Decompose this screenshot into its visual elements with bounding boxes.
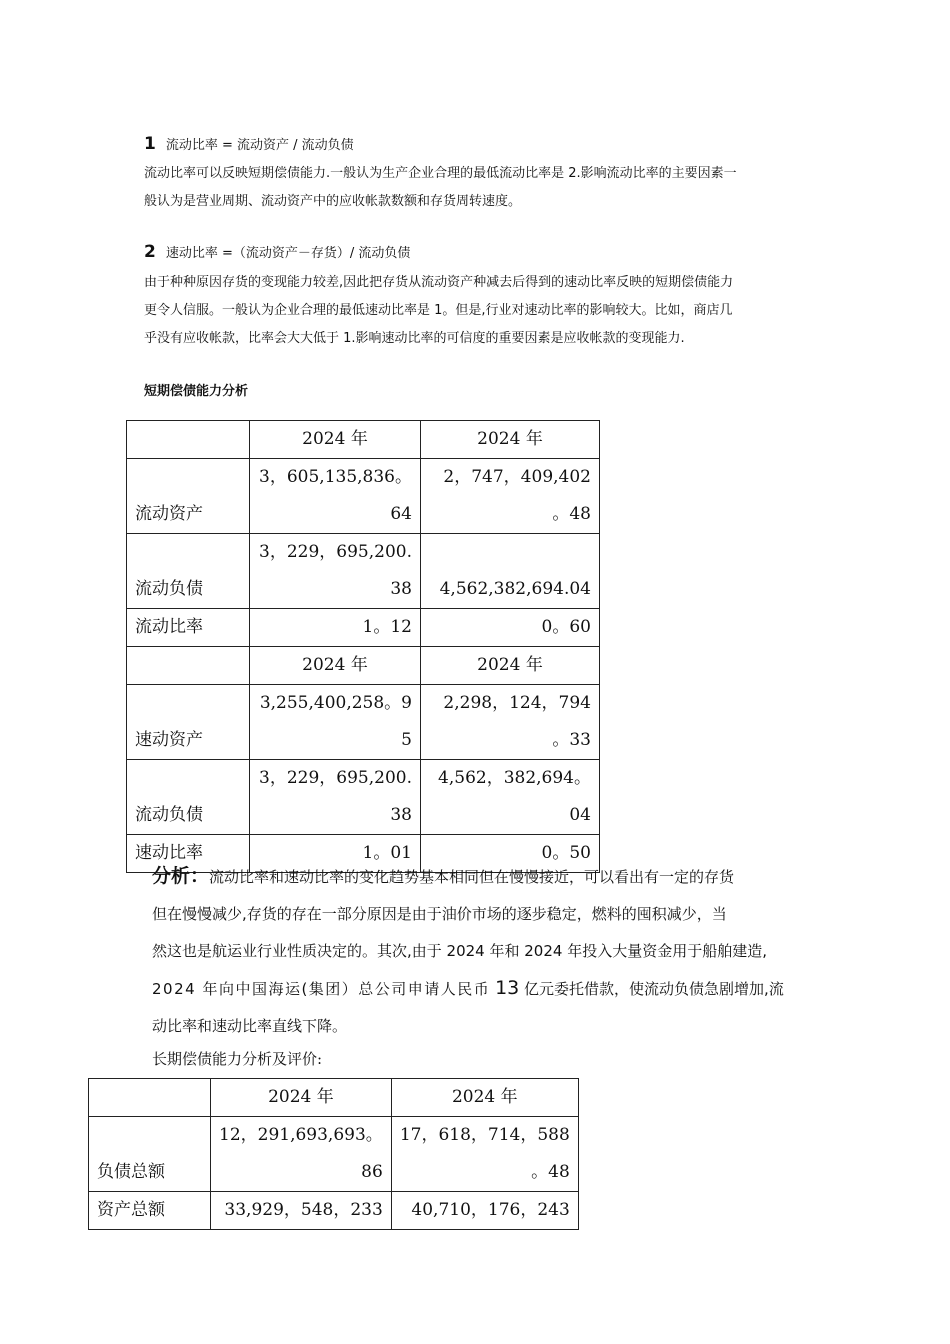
cell-line: 3，229，695,200. <box>259 768 412 788</box>
table-cell <box>127 421 250 459</box>
table-cell <box>250 685 421 760</box>
year-header: 2024 年 <box>250 647 421 685</box>
table-cell <box>421 685 600 760</box>
cell-line: 3，229，695,200. <box>259 542 412 562</box>
loan-amount: 13 <box>495 977 520 999</box>
analysis-line: 然这也是航运业行业性质决定的。其次,由于 2024 年和 2024 年投入大量资金用于船舶建造, <box>152 942 767 960</box>
table-cell: 33,929，548，233 <box>211 1192 392 1230</box>
analysis-line: 亿元委托借款，使流动负债急剧增加,流 <box>524 980 784 998</box>
analysis-label: 分析： <box>152 865 210 887</box>
long-term-table <box>88 1078 579 1230</box>
section-2-heading <box>144 242 410 264</box>
table-cell <box>421 534 600 609</box>
table-row <box>127 685 600 760</box>
row-label: 负债总额 <box>89 1117 211 1192</box>
cell-line: 。48 <box>552 504 591 524</box>
section-2-text <box>144 269 814 353</box>
cell-line: 4,562,382,694.04 <box>439 579 591 599</box>
cell-line: 2，747，409,402 <box>443 467 591 487</box>
table-cell <box>421 760 600 835</box>
cell-line: 17，618，714，588 <box>399 1125 570 1145</box>
cell-line: 。33 <box>552 730 591 750</box>
table-header-row <box>127 421 600 459</box>
table-cell <box>89 1079 211 1117</box>
cell-line: 38 <box>390 805 412 825</box>
row-label: 速动资产 <box>127 685 250 760</box>
short-term-title: 短期偿债能力分析 <box>144 384 249 399</box>
table-row <box>127 609 600 647</box>
table-row <box>89 1117 579 1192</box>
long-term-title: 长期偿债能力分析及评价: <box>152 1050 323 1068</box>
analysis-line: 2024 年向中国海运(集团）总公司申请人民币 <box>152 980 491 998</box>
cell-line: 12，291,693,693。 <box>219 1125 383 1145</box>
section-number: 1 <box>144 134 156 154</box>
table-row <box>127 534 600 609</box>
table-header-row <box>89 1079 579 1117</box>
row-label: 速动比率 <box>127 835 250 873</box>
year-header: 2024 年 <box>250 421 421 459</box>
paragraph-line: 由于种种原因存货的变现能力较差,因此把存货从流动资产种减去后得到的速动比率反映的短期偿债能力 <box>144 275 734 290</box>
table-row <box>89 1192 579 1230</box>
section-number: 2 <box>144 242 156 262</box>
table-cell <box>421 459 600 534</box>
table-cell <box>250 534 421 609</box>
cell-line: 64 <box>390 504 412 524</box>
paragraph-line: 更令人信服。一般认为企业合理的最低速动比率是 1。但是,行业对速动比率的影响较大。比如，商店几 <box>144 303 733 318</box>
table-cell: 1。01 <box>250 835 421 873</box>
year-header: 2024 年 <box>421 421 600 459</box>
row-label: 流动负债 <box>127 534 250 609</box>
formula-current-ratio: 流动比率 = 流动资产 / 流动负债 <box>165 138 354 153</box>
analysis-line: 流动比率和速动比率的变化趋势基本相同但在慢慢接近，可以看出有一定的存货 <box>209 868 735 886</box>
table-cell <box>250 459 421 534</box>
analysis-paragraph <box>152 858 842 1045</box>
short-term-table <box>126 420 600 873</box>
year-header: 2024 年 <box>421 647 600 685</box>
table-cell: 0。50 <box>421 835 600 873</box>
cell-line: 。48 <box>531 1162 570 1182</box>
table-row <box>127 459 600 534</box>
table-cell <box>211 1117 392 1192</box>
year-header: 2024 年 <box>391 1079 578 1117</box>
row-label: 流动比率 <box>127 609 250 647</box>
table-header-row <box>127 647 600 685</box>
cell-line: 4,562，382,694。 <box>438 768 591 788</box>
cell-line: 04 <box>569 805 591 825</box>
analysis-line: 但在慢慢减少,存货的存在一部分原因是由于油价市场的逐步稳定，燃料的囤积减少，当 <box>152 905 727 923</box>
paragraph-line: 流动比率可以反映短期偿债能力.一般认为生产企业合理的最低流动比率是 2.影响流动比率的主要因素一 <box>144 166 737 181</box>
paragraph-line: 般认为是营业周期、流动资产中的应收帐款数额和存货周转速度。 <box>144 194 522 209</box>
paragraph-line: 乎没有应收帐款，比率会大大低于 1.影响速动比率的可信度的重要因素是应收帐款的变现能力. <box>144 331 685 346</box>
row-label: 流动负债 <box>127 760 250 835</box>
cell-line: 2,298，124，794 <box>443 693 591 713</box>
cell-line: 5 <box>401 730 412 750</box>
table-cell <box>250 760 421 835</box>
row-label: 资产总额 <box>89 1192 211 1230</box>
formula-quick-ratio: 速动比率 =（流动资产－存货）/ 流动负债 <box>165 246 411 261</box>
table-cell: 0。60 <box>421 609 600 647</box>
cell-line: 38 <box>390 579 412 599</box>
cell-line: 3，605,135,836。 <box>259 467 412 487</box>
table-cell <box>127 647 250 685</box>
row-label: 流动资产 <box>127 459 250 534</box>
cell-line: 3,255,400,258。9 <box>259 693 412 713</box>
table-cell: 1。12 <box>250 609 421 647</box>
table-cell <box>391 1117 578 1192</box>
section-1-text <box>144 160 814 216</box>
cell-line: 86 <box>361 1162 383 1182</box>
section-1-heading <box>144 134 354 156</box>
analysis-line: 动比率和速动比率直线下降。 <box>152 1017 348 1035</box>
table-row <box>127 760 600 835</box>
year-header: 2024 年 <box>211 1079 392 1117</box>
table-cell: 40,710，176，243 <box>391 1192 578 1230</box>
